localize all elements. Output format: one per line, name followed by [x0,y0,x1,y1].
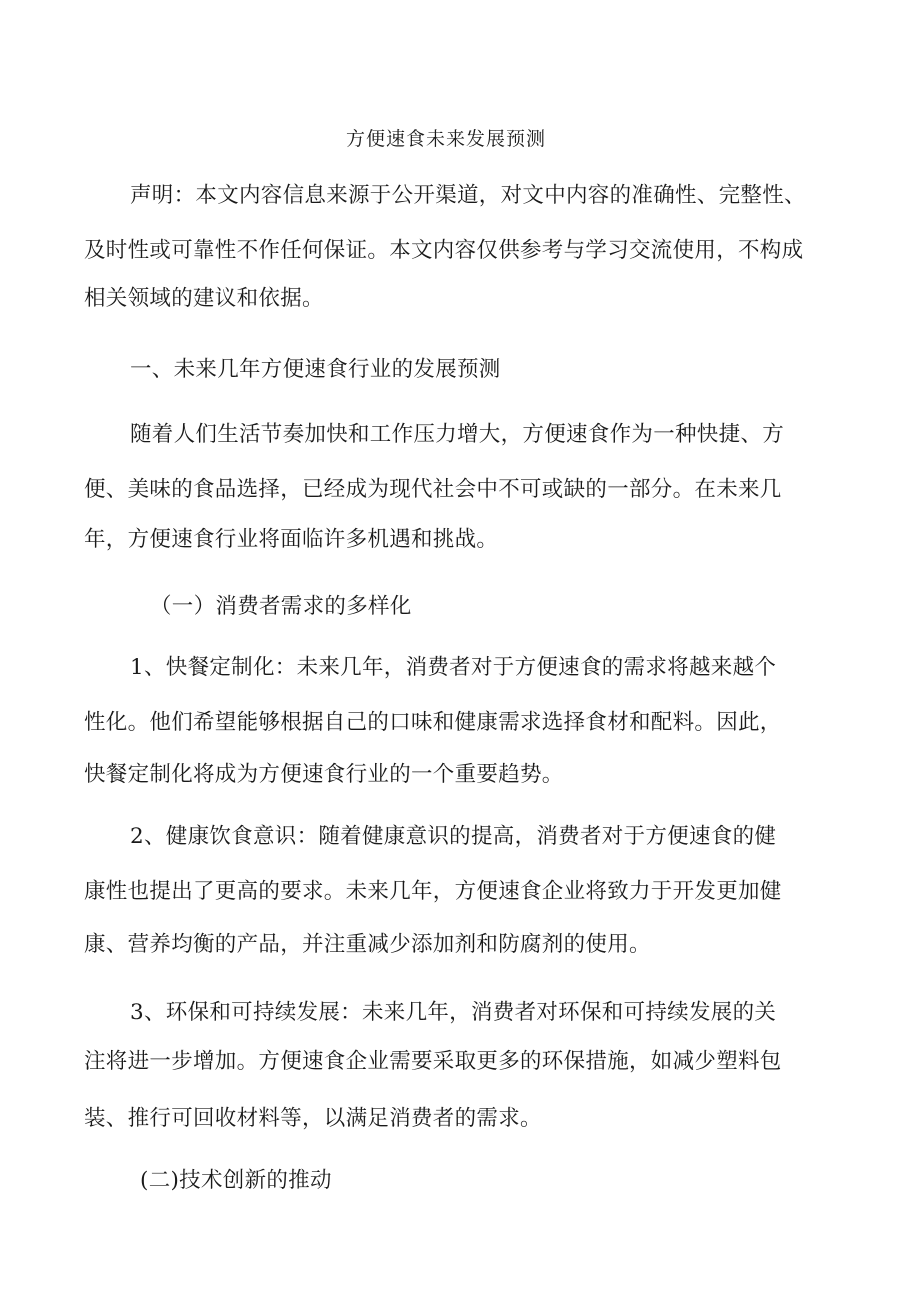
subsection-heading-2: (二)技术创新的推动 [140,1168,332,1193]
section-heading-1: 一、未来几年方便速食行业的发展预测 [130,357,501,382]
paragraph-line: 注将进一步增加。方便速食企业需要采取更多的环保措施，如减少塑料包 [84,1049,782,1074]
paragraph-line: 康、营养均衡的产品，并注重减少添加剂和防腐剂的使用。 [84,932,651,957]
disclaimer-line-3: 相关领域的建议和依据。 [84,286,324,311]
disclaimer-line-2: 及时性或可靠性不作任何保证。本文内容仅供参考与学习交流使用，不构成 [84,238,804,263]
document-title: 方便速食未来发展预测 [346,128,547,150]
paragraph-line: 快餐定制化将成为方便速食行业的一个重要趋势。 [84,762,564,787]
subsection-heading-1: （一）消费者需求的多样化 [150,594,412,619]
disclaimer-line-1: 声明：本文内容信息来源于公开渠道，对文中内容的准确性、完整性、 [130,183,806,208]
paragraph-line: 随着人们生活节奏加快和工作压力增大，方便速食作为一种快捷、方 [130,422,785,447]
paragraph-line: 康性也提出了更高的要求。未来几年，方便速食企业将致力于开发更加健 [84,879,782,904]
paragraph-line: 装、推行可回收材料等，以满足消费者的需求。 [84,1106,542,1131]
paragraph-line: 便、美味的食品选择，已经成为现代社会中不可或缺的一部分。在未来几 [84,477,782,502]
paragraph-line: 性化。他们希望能够根据自己的口味和健康需求选择食材和配料。因此， [84,710,782,735]
paragraph-line: 年，方便速食行业将面临许多机遇和挑战。 [84,527,499,552]
paragraph-line: 2、健康饮食意识：随着健康意识的提高，消费者对于方便速食的健 [130,824,777,849]
paragraph-line: 3、环保和可持续发展：未来几年，消费者对环保和可持续发展的关 [130,1000,777,1025]
paragraph-line: 1、快餐定制化：未来几年，消费者对于方便速食的需求将越来越个 [130,655,777,680]
